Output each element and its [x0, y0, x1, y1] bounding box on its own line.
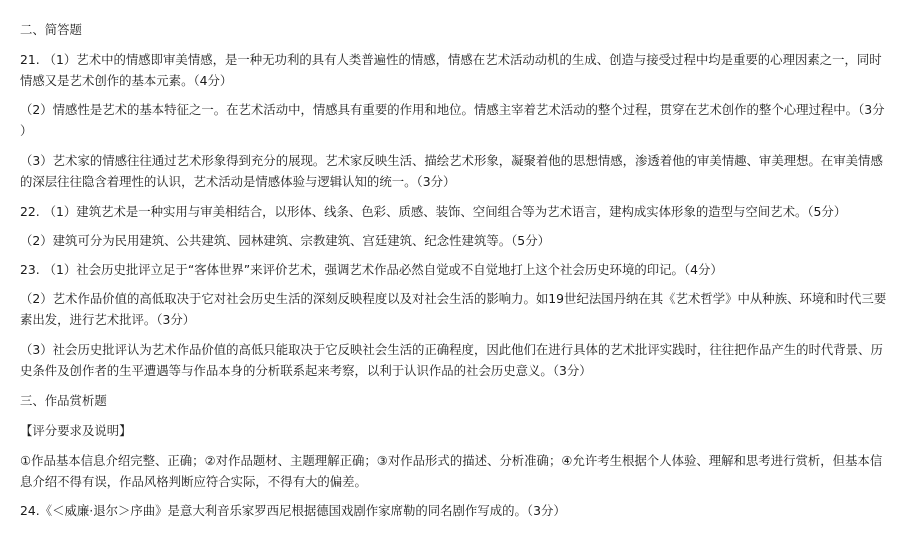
text-line: （3）社会历史批评认为艺术作品价值的高低只能取决于它反映社会生活的正确程度，因此他们在进行具体的艺术批评实践时，往往把作品产生的时代背景、历: [20, 342, 883, 357]
text-line: 素出发，进行艺术批评。（3分）: [20, 312, 196, 327]
text-line: ）: [20, 123, 33, 138]
text-line: 情感又是艺术创作的基本元素。（4分）: [20, 73, 233, 88]
text-line: 24.《＜威廉·退尔＞序曲》是意大利音乐家罗西尼根据德国戏剧作家席勒的同名剧作写成的。（3分）: [20, 503, 566, 518]
text-line: （2）艺术作品价值的高低取决于它对社会历史生活的深刻反映程度以及对社会生活的影响力。如19世纪法国丹纳在其《艺术哲学》中从种族、环境和时代三要: [20, 291, 887, 306]
text-line: （2）情感性是艺术的基本特征之一。在艺术活动中，情感具有重要的作用和地位。情感主宰着艺术活动的整个过程，贯穿在艺术创作的整个心理过程中。（3分: [20, 102, 885, 117]
text-line: 【评分要求及说明】: [20, 423, 132, 438]
text-line: 21. （1）艺术中的情感即审美情感，是一种无功利的具有人类普遍性的情感，情感在艺术活动动机的生成、创造与接受过程中均是重要的心理因素之一，同时: [20, 52, 882, 67]
text-line: ①作品基本信息介绍完整、正确；②对作品题材、主题理解正确；③对作品形式的描述、分析准确；④允许考生根据个人体验、理解和思考进行赏析，但基本信: [20, 453, 883, 468]
text-line: 息介绍不得有误，作品风格判断应符合实际，不得有大的偏差。: [20, 474, 367, 489]
text-line: 史条件及创作者的生平遭遇等与作品本身的分析联系起来考察，以利于认识作品的社会历史意义。（3分）: [20, 363, 592, 378]
text-line: 的深层往往隐含着理性的认识，艺术活动是情感体验与逻辑认知的统一。（3分）: [20, 174, 456, 189]
text-line: 22. （1）建筑艺术是一种实用与审美相结合，以形体、线条、色彩、质感、装饰、空间组合等为艺术语言，建构成实体形象的造型与空间艺术。（5分）: [20, 204, 847, 219]
text-line: （3）艺术家的情感往往通过艺术形象得到充分的展现。艺术家反映生活、描绘艺术形象，凝聚着他的思想情感，渗透着他的审美情趣、审美理想。在审美情感: [20, 153, 883, 168]
text-line: （2）建筑可分为民用建筑、公共建筑、园林建筑、宗教建筑、宫廷建筑、纪念性建筑等。（5分）: [20, 233, 550, 248]
text-line: 二、简答题: [20, 22, 82, 37]
text-line: 三、作品赏析题: [20, 393, 107, 408]
text-line: 23. （1）社会历史批评立足于“客体世界”来评价艺术，强调艺术作品必然自觉或不自觉地打上这个社会历史环境的印记。（4分）: [20, 262, 723, 277]
